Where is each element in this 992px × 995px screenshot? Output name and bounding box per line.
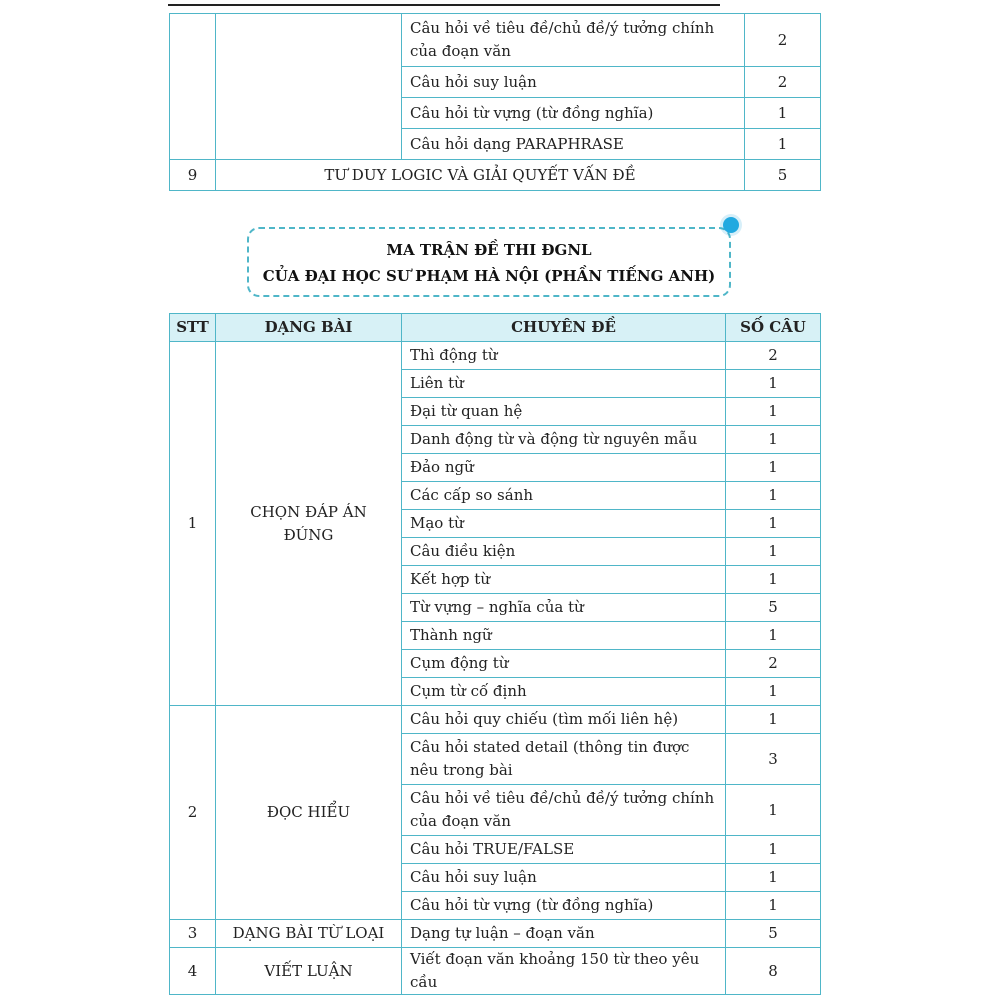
topic-cell: Câu hỏi suy luận xyxy=(402,864,726,892)
count-cell: 8 xyxy=(726,948,821,995)
topic-cell: Danh động từ và động từ nguyên mẫu xyxy=(402,426,726,454)
topic-cell: Các cấp so sánh xyxy=(402,482,726,510)
topic-cell: Cụm động từ xyxy=(402,650,726,678)
header-type: DẠNG BÀI xyxy=(216,314,402,342)
count-cell: 2 xyxy=(745,14,821,67)
decorative-dot-icon xyxy=(723,217,739,233)
topic-cell: Câu hỏi dạng PARAPHRASE xyxy=(402,129,745,160)
type-cell: DẠNG BÀI TỪ LOẠI xyxy=(216,920,402,948)
exam-matrix-table-continued xyxy=(169,13,821,191)
count-cell: 2 xyxy=(745,67,821,98)
count-cell: 1 xyxy=(745,129,821,160)
count-cell: 5 xyxy=(745,160,821,191)
topic-cell: Câu hỏi từ vựng (từ đồng nghĩa) xyxy=(402,98,745,129)
count-cell: 1 xyxy=(745,98,821,129)
type-cell xyxy=(216,14,402,160)
topic-cell: Dạng tự luận – đoạn văn xyxy=(402,920,726,948)
topic-cell: Mạo từ xyxy=(402,510,726,538)
table-row xyxy=(170,706,821,734)
matrix-title-line-2: CỦA ĐẠI HỌC SƯ PHẠM HÀ NỘI (PHẦN TIẾNG ANH) xyxy=(262,267,716,285)
count-cell: 1 xyxy=(726,622,821,650)
stt-cell: 9 xyxy=(170,160,216,191)
table-row xyxy=(170,342,821,370)
count-cell: 1 xyxy=(726,706,821,734)
count-cell: 1 xyxy=(726,864,821,892)
header-topic: CHUYÊN ĐỀ xyxy=(402,314,726,342)
type-cell: TƯ DUY LOGIC VÀ GIẢI QUYẾT VẤN ĐỀ xyxy=(216,160,745,191)
count-cell: 1 xyxy=(726,426,821,454)
stt-cell: 2 xyxy=(170,706,216,920)
count-cell: 5 xyxy=(726,920,821,948)
header-count: SỐ CÂU xyxy=(726,314,821,342)
count-cell: 1 xyxy=(726,836,821,864)
matrix-title-line-1: MA TRẬN ĐỀ THI ĐGNL xyxy=(386,241,592,259)
stt-cell xyxy=(170,14,216,160)
topic-cell: Đảo ngữ xyxy=(402,454,726,482)
topic-cell: Thành ngữ xyxy=(402,622,726,650)
count-cell: 1 xyxy=(726,482,821,510)
topic-cell: Câu hỏi về tiêu đề/chủ đề/ý tưởng chính của đoạn văn xyxy=(402,785,726,836)
count-cell: 3 xyxy=(726,734,821,785)
topic-cell: Câu hỏi quy chiếu (tìm mối liên hệ) xyxy=(402,706,726,734)
stt-cell: 3 xyxy=(170,920,216,948)
count-cell: 1 xyxy=(726,454,821,482)
topic-cell: Câu hỏi TRUE/FALSE xyxy=(402,836,726,864)
matrix-title-box xyxy=(247,227,731,297)
table-row xyxy=(170,948,821,995)
topic-cell: Kết hợp từ xyxy=(402,566,726,594)
topic-cell: Thì động từ xyxy=(402,342,726,370)
topic-cell: Từ vựng – nghĩa của từ xyxy=(402,594,726,622)
type-cell: CHỌN ĐÁP ÁN ĐÚNG xyxy=(216,342,402,706)
topic-cell: Câu điều kiện xyxy=(402,538,726,566)
topic-cell: Viết đoạn văn khoảng 150 từ theo yêu cầu xyxy=(402,948,726,995)
header-stt: STT xyxy=(170,314,216,342)
count-cell: 1 xyxy=(726,510,821,538)
header-row xyxy=(170,314,821,342)
topic-cell: Câu hỏi stated detail (thông tin được nêu trong bài xyxy=(402,734,726,785)
count-cell: 1 xyxy=(726,892,821,920)
count-cell: 1 xyxy=(726,678,821,706)
top-rule xyxy=(168,4,720,6)
count-cell: 2 xyxy=(726,650,821,678)
stt-cell: 1 xyxy=(170,342,216,706)
stt-cell: 4 xyxy=(170,948,216,995)
topic-cell: Liên từ xyxy=(402,370,726,398)
table-row xyxy=(170,14,821,67)
count-cell: 1 xyxy=(726,566,821,594)
count-cell: 1 xyxy=(726,370,821,398)
topic-cell: Câu hỏi suy luận xyxy=(402,67,745,98)
type-cell: ĐỌC HIỂU xyxy=(216,706,402,920)
table-row xyxy=(170,160,821,191)
topic-cell: Câu hỏi về tiêu đề/chủ đề/ý tưởng chính của đoạn văn xyxy=(402,14,745,67)
count-cell: 2 xyxy=(726,342,821,370)
topic-cell: Đại từ quan hệ xyxy=(402,398,726,426)
count-cell: 1 xyxy=(726,538,821,566)
count-cell: 1 xyxy=(726,785,821,836)
topic-cell: Cụm từ cố định xyxy=(402,678,726,706)
type-cell: VIẾT LUẬN xyxy=(216,948,402,995)
table-row xyxy=(170,920,821,948)
count-cell: 1 xyxy=(726,398,821,426)
count-cell: 5 xyxy=(726,594,821,622)
topic-cell: Câu hỏi từ vựng (từ đồng nghĩa) xyxy=(402,892,726,920)
exam-matrix-table xyxy=(169,313,821,995)
